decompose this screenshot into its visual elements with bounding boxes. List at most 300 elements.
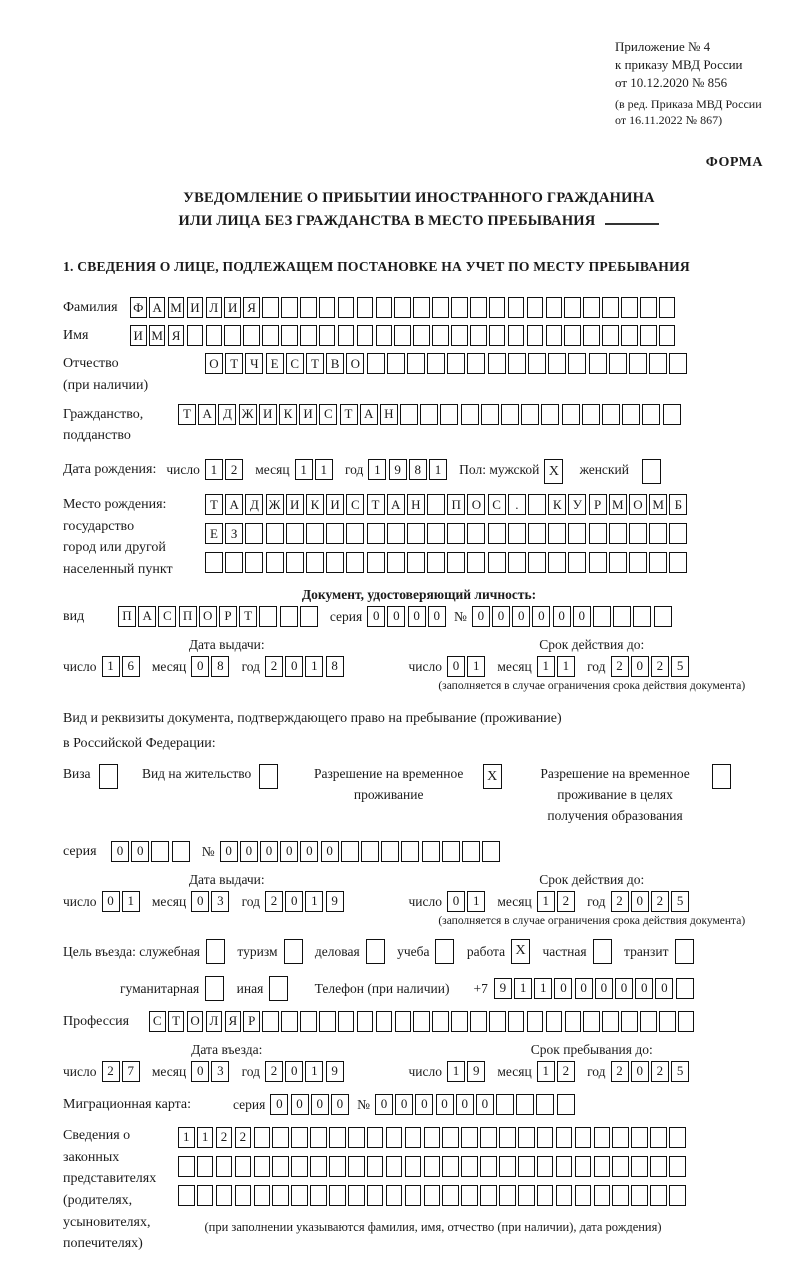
char-cell[interactable] — [266, 552, 284, 573]
char-cell[interactable] — [376, 1011, 393, 1032]
char-cell[interactable]: 2 — [651, 656, 669, 677]
char-cell[interactable]: 2 — [557, 891, 575, 912]
char-cell[interactable] — [281, 297, 298, 318]
char-cell[interactable]: П — [179, 606, 197, 627]
char-cell[interactable] — [329, 1156, 346, 1177]
char-cell[interactable] — [432, 297, 449, 318]
char-cell[interactable] — [310, 1156, 327, 1177]
char-cell[interactable]: Ф — [130, 297, 147, 318]
char-cell[interactable] — [367, 1127, 384, 1148]
char-cell[interactable]: 9 — [326, 1061, 344, 1082]
char-cell[interactable]: Ч — [245, 353, 263, 374]
char-cell[interactable]: 0 — [415, 1094, 433, 1115]
char-cell[interactable]: З — [225, 523, 243, 544]
char-cell[interactable] — [376, 297, 393, 318]
char-cell[interactable]: К — [306, 494, 324, 515]
char-cell[interactable] — [424, 1156, 441, 1177]
char-cell[interactable] — [447, 353, 465, 374]
char-cell[interactable] — [235, 1185, 252, 1206]
char-cell[interactable]: А — [138, 606, 156, 627]
char-cell[interactable] — [300, 606, 318, 627]
char-cell[interactable] — [593, 606, 611, 627]
char-cell[interactable] — [650, 1185, 667, 1206]
char-cell[interactable]: Т — [340, 404, 358, 425]
char-cell[interactable]: 2 — [651, 1061, 669, 1082]
char-cell[interactable] — [346, 552, 364, 573]
char-cell[interactable]: 2 — [265, 656, 283, 677]
char-cell[interactable]: 0 — [428, 606, 446, 627]
char-cell[interactable]: 1 — [447, 1061, 465, 1082]
char-cell[interactable]: 1 — [534, 978, 552, 999]
char-cell[interactable] — [306, 523, 324, 544]
char-cell[interactable]: 0 — [191, 1061, 209, 1082]
char-cell[interactable] — [499, 1127, 516, 1148]
char-cell[interactable]: 0 — [575, 978, 593, 999]
char-cell[interactable]: С — [149, 1011, 166, 1032]
char-cell[interactable] — [442, 841, 460, 862]
char-cell[interactable]: И — [286, 494, 304, 515]
char-cell[interactable]: 0 — [331, 1094, 349, 1115]
char-cell[interactable] — [548, 552, 566, 573]
char-cell[interactable]: 7 — [122, 1061, 140, 1082]
char-cell[interactable] — [272, 1185, 289, 1206]
char-cell[interactable]: 0 — [285, 891, 303, 912]
char-cell[interactable]: 0 — [631, 891, 649, 912]
char-cell[interactable]: 1 — [315, 459, 333, 480]
char-cell[interactable] — [462, 841, 480, 862]
char-cell[interactable] — [508, 552, 526, 573]
char-cell[interactable] — [629, 523, 647, 544]
char-cell[interactable] — [640, 297, 657, 318]
char-cell[interactable]: П — [118, 606, 136, 627]
char-cell[interactable] — [442, 1156, 459, 1177]
char-cell[interactable] — [286, 552, 304, 573]
char-cell[interactable] — [518, 1185, 535, 1206]
char-cell[interactable]: 1 — [537, 656, 555, 677]
char-cell[interactable] — [442, 1127, 459, 1148]
char-cell[interactable] — [197, 1156, 214, 1177]
char-cell[interactable] — [291, 1185, 308, 1206]
char-cell[interactable]: 2 — [611, 891, 629, 912]
char-cell[interactable] — [575, 1156, 592, 1177]
char-cell[interactable] — [451, 325, 468, 346]
char-cell[interactable]: Т — [306, 353, 324, 374]
char-cell[interactable] — [435, 939, 454, 964]
char-cell[interactable]: М — [649, 494, 667, 515]
char-cell[interactable] — [262, 297, 279, 318]
char-cell[interactable]: Т — [168, 1011, 185, 1032]
char-cell[interactable] — [451, 1011, 468, 1032]
char-cell[interactable] — [413, 325, 430, 346]
char-cell[interactable]: 0 — [285, 1061, 303, 1082]
char-cell[interactable] — [259, 606, 277, 627]
char-cell[interactable] — [427, 353, 445, 374]
char-cell[interactable]: 0 — [321, 841, 339, 862]
char-cell[interactable]: 3 — [211, 891, 229, 912]
char-cell[interactable]: 1 — [197, 1127, 214, 1148]
char-cell[interactable] — [205, 976, 224, 1001]
char-cell[interactable]: Л — [206, 297, 223, 318]
char-cell[interactable]: О — [199, 606, 217, 627]
char-cell[interactable]: М — [609, 494, 627, 515]
char-cell[interactable]: 1 — [467, 891, 485, 912]
char-cell[interactable] — [357, 297, 374, 318]
char-cell[interactable]: 1 — [305, 1061, 323, 1082]
char-cell[interactable] — [319, 1011, 336, 1032]
char-cell[interactable] — [649, 523, 667, 544]
char-cell[interactable] — [546, 325, 563, 346]
char-cell[interactable] — [235, 1156, 252, 1177]
char-cell[interactable] — [631, 1156, 648, 1177]
char-cell[interactable] — [508, 523, 526, 544]
char-cell[interactable] — [537, 1156, 554, 1177]
char-cell[interactable] — [243, 325, 260, 346]
char-cell[interactable]: 1 — [295, 459, 313, 480]
char-cell[interactable]: 1 — [305, 656, 323, 677]
char-cell[interactable]: 9 — [494, 978, 512, 999]
char-cell[interactable] — [488, 523, 506, 544]
char-cell[interactable] — [602, 404, 620, 425]
char-cell[interactable] — [496, 1094, 514, 1115]
char-cell[interactable]: 0 — [291, 1094, 309, 1115]
char-cell[interactable]: 0 — [311, 1094, 329, 1115]
char-cell[interactable] — [546, 1011, 563, 1032]
char-cell[interactable]: 0 — [615, 978, 633, 999]
char-cell[interactable] — [422, 841, 440, 862]
char-cell[interactable] — [528, 353, 546, 374]
char-cell[interactable] — [326, 523, 344, 544]
char-cell[interactable]: Р — [589, 494, 607, 515]
char-cell[interactable] — [467, 523, 485, 544]
char-cell[interactable]: О — [205, 353, 223, 374]
char-cell[interactable] — [508, 325, 525, 346]
char-cell[interactable] — [516, 1094, 534, 1115]
char-cell[interactable]: Т — [178, 404, 196, 425]
char-cell[interactable]: С — [488, 494, 506, 515]
char-cell[interactable]: 0 — [635, 978, 653, 999]
char-cell[interactable] — [548, 523, 566, 544]
char-cell[interactable]: И — [326, 494, 344, 515]
char-cell[interactable] — [447, 523, 465, 544]
char-cell[interactable] — [612, 1156, 629, 1177]
char-cell[interactable] — [348, 1185, 365, 1206]
char-cell[interactable]: 0 — [476, 1094, 494, 1115]
char-cell[interactable]: Н — [407, 494, 425, 515]
char-cell[interactable] — [269, 976, 288, 1001]
char-cell[interactable] — [642, 459, 661, 484]
char-cell[interactable]: И — [299, 404, 317, 425]
char-cell[interactable] — [341, 841, 359, 862]
char-cell[interactable]: Я — [243, 297, 260, 318]
char-cell[interactable] — [326, 552, 344, 573]
char-cell[interactable] — [548, 353, 566, 374]
char-cell[interactable]: 0 — [447, 656, 465, 677]
char-cell[interactable] — [338, 325, 355, 346]
char-cell[interactable]: 5 — [671, 891, 689, 912]
char-cell[interactable] — [621, 297, 638, 318]
char-cell[interactable]: Я — [225, 1011, 242, 1032]
char-cell[interactable] — [206, 939, 225, 964]
char-cell[interactable] — [602, 297, 619, 318]
char-cell[interactable] — [508, 1011, 525, 1032]
char-cell[interactable] — [594, 1156, 611, 1177]
char-cell[interactable] — [319, 325, 336, 346]
char-cell[interactable]: 2 — [651, 891, 669, 912]
char-cell[interactable] — [537, 1127, 554, 1148]
char-cell[interactable] — [413, 1011, 430, 1032]
char-cell[interactable] — [537, 1185, 554, 1206]
char-cell[interactable]: 1 — [205, 459, 223, 480]
char-cell[interactable] — [440, 404, 458, 425]
char-cell[interactable] — [427, 494, 445, 515]
char-cell[interactable] — [480, 1127, 497, 1148]
char-cell[interactable]: 2 — [225, 459, 243, 480]
char-cell[interactable] — [319, 297, 336, 318]
char-cell[interactable] — [508, 353, 526, 374]
char-cell[interactable] — [609, 523, 627, 544]
char-cell[interactable] — [556, 1156, 573, 1177]
char-cell[interactable] — [394, 297, 411, 318]
char-cell[interactable] — [272, 1156, 289, 1177]
char-cell[interactable] — [629, 552, 647, 573]
char-cell[interactable] — [589, 353, 607, 374]
char-cell[interactable] — [518, 1127, 535, 1148]
char-cell[interactable] — [178, 1185, 195, 1206]
char-cell[interactable] — [536, 1094, 554, 1115]
char-cell[interactable] — [245, 552, 263, 573]
char-cell[interactable]: 5 — [671, 1061, 689, 1082]
char-cell[interactable] — [172, 841, 190, 862]
char-cell[interactable] — [367, 552, 385, 573]
char-cell[interactable] — [669, 552, 687, 573]
char-cell[interactable]: Е — [205, 523, 223, 544]
char-cell[interactable]: Р — [219, 606, 237, 627]
char-cell[interactable] — [348, 1127, 365, 1148]
char-cell[interactable] — [387, 552, 405, 573]
char-cell[interactable]: Ж — [239, 404, 257, 425]
char-cell[interactable] — [386, 1185, 403, 1206]
char-cell[interactable]: Т — [367, 494, 385, 515]
char-cell[interactable]: Л — [206, 1011, 223, 1032]
char-cell[interactable] — [564, 325, 581, 346]
char-cell[interactable] — [447, 552, 465, 573]
char-cell[interactable] — [565, 1011, 582, 1032]
char-cell[interactable] — [650, 1156, 667, 1177]
char-cell[interactable]: Б — [669, 494, 687, 515]
char-cell[interactable]: М — [149, 325, 166, 346]
char-cell[interactable]: 0 — [102, 891, 120, 912]
char-cell[interactable] — [654, 606, 672, 627]
char-cell[interactable] — [245, 523, 263, 544]
char-cell[interactable] — [407, 353, 425, 374]
char-cell[interactable]: 0 — [240, 841, 258, 862]
char-cell[interactable]: А — [387, 494, 405, 515]
char-cell[interactable] — [300, 325, 317, 346]
char-cell[interactable] — [205, 552, 223, 573]
char-cell[interactable] — [622, 404, 640, 425]
char-cell[interactable] — [527, 1011, 544, 1032]
char-cell[interactable] — [467, 552, 485, 573]
char-cell[interactable] — [329, 1185, 346, 1206]
char-cell[interactable] — [489, 1011, 506, 1032]
char-cell[interactable] — [346, 523, 364, 544]
char-cell[interactable] — [407, 552, 425, 573]
char-cell[interactable] — [281, 325, 298, 346]
char-cell[interactable] — [405, 1156, 422, 1177]
char-cell[interactable]: О — [346, 353, 364, 374]
char-cell[interactable] — [481, 404, 499, 425]
char-cell[interactable] — [376, 325, 393, 346]
char-cell[interactable]: П — [447, 494, 465, 515]
char-cell[interactable]: 9 — [389, 459, 407, 480]
char-cell[interactable]: 0 — [111, 841, 129, 862]
char-cell[interactable] — [678, 1011, 695, 1032]
char-cell[interactable]: X — [483, 764, 502, 789]
char-cell[interactable] — [582, 404, 600, 425]
char-cell[interactable] — [300, 1011, 317, 1032]
char-cell[interactable]: 9 — [467, 1061, 485, 1082]
char-cell[interactable] — [381, 841, 399, 862]
char-cell[interactable] — [659, 297, 676, 318]
char-cell[interactable]: 1 — [368, 459, 386, 480]
char-cell[interactable]: Д — [218, 404, 236, 425]
char-cell[interactable]: 2 — [235, 1127, 252, 1148]
char-cell[interactable]: 0 — [631, 1061, 649, 1082]
char-cell[interactable] — [291, 1127, 308, 1148]
char-cell[interactable]: 0 — [472, 606, 490, 627]
char-cell[interactable]: 2 — [611, 656, 629, 677]
char-cell[interactable] — [583, 325, 600, 346]
char-cell[interactable] — [528, 552, 546, 573]
char-cell[interactable] — [470, 1011, 487, 1032]
char-cell[interactable]: 0 — [191, 891, 209, 912]
char-cell[interactable] — [206, 325, 223, 346]
char-cell[interactable]: 0 — [532, 606, 550, 627]
char-cell[interactable]: 8 — [326, 656, 344, 677]
char-cell[interactable] — [649, 552, 667, 573]
char-cell[interactable] — [413, 297, 430, 318]
char-cell[interactable]: У — [568, 494, 586, 515]
char-cell[interactable] — [482, 841, 500, 862]
char-cell[interactable] — [669, 1127, 686, 1148]
char-cell[interactable] — [583, 1011, 600, 1032]
char-cell[interactable] — [518, 1156, 535, 1177]
char-cell[interactable]: 0 — [220, 841, 238, 862]
char-cell[interactable] — [527, 325, 544, 346]
char-cell[interactable] — [348, 1156, 365, 1177]
char-cell[interactable]: 9 — [326, 891, 344, 912]
char-cell[interactable] — [216, 1185, 233, 1206]
char-cell[interactable]: С — [319, 404, 337, 425]
char-cell[interactable] — [395, 1011, 412, 1032]
char-cell[interactable]: 8 — [211, 656, 229, 677]
char-cell[interactable] — [631, 1185, 648, 1206]
char-cell[interactable]: И — [259, 404, 277, 425]
char-cell[interactable] — [386, 1156, 403, 1177]
char-cell[interactable] — [568, 353, 586, 374]
char-cell[interactable]: Т — [225, 353, 243, 374]
char-cell[interactable]: В — [326, 353, 344, 374]
char-cell[interactable] — [649, 353, 667, 374]
char-cell[interactable] — [556, 1127, 573, 1148]
char-cell[interactable]: А — [149, 297, 166, 318]
char-cell[interactable] — [528, 494, 546, 515]
char-cell[interactable]: 0 — [270, 1094, 288, 1115]
char-cell[interactable] — [357, 1011, 374, 1032]
char-cell[interactable]: 0 — [285, 656, 303, 677]
char-cell[interactable]: С — [158, 606, 176, 627]
char-cell[interactable] — [669, 1185, 686, 1206]
char-cell[interactable] — [631, 1127, 648, 1148]
char-cell[interactable] — [489, 297, 506, 318]
char-cell[interactable]: 0 — [573, 606, 591, 627]
char-cell[interactable] — [568, 552, 586, 573]
char-cell[interactable] — [254, 1185, 271, 1206]
char-cell[interactable] — [659, 325, 676, 346]
char-cell[interactable] — [669, 353, 687, 374]
char-cell[interactable] — [432, 325, 449, 346]
char-cell[interactable]: Т — [205, 494, 223, 515]
char-cell[interactable]: К — [279, 404, 297, 425]
char-cell[interactable]: 2 — [265, 891, 283, 912]
char-cell[interactable]: 0 — [554, 978, 572, 999]
char-cell[interactable] — [650, 1127, 667, 1148]
char-cell[interactable] — [541, 404, 559, 425]
char-cell[interactable] — [300, 297, 317, 318]
char-cell[interactable] — [424, 1185, 441, 1206]
char-cell[interactable] — [394, 325, 411, 346]
char-cell[interactable]: 1 — [102, 656, 120, 677]
char-cell[interactable] — [501, 404, 519, 425]
char-cell[interactable] — [633, 606, 651, 627]
char-cell[interactable] — [575, 1185, 592, 1206]
char-cell[interactable] — [593, 939, 612, 964]
char-cell[interactable] — [589, 523, 607, 544]
char-cell[interactable]: . — [508, 494, 526, 515]
char-cell[interactable] — [527, 297, 544, 318]
char-cell[interactable]: 8 — [409, 459, 427, 480]
char-cell[interactable] — [629, 353, 647, 374]
char-cell[interactable]: 5 — [671, 656, 689, 677]
char-cell[interactable]: 2 — [557, 1061, 575, 1082]
char-cell[interactable] — [467, 353, 485, 374]
char-cell[interactable]: Я — [168, 325, 185, 346]
char-cell[interactable] — [564, 297, 581, 318]
char-cell[interactable] — [442, 1185, 459, 1206]
char-cell[interactable]: 0 — [436, 1094, 454, 1115]
char-cell[interactable]: 0 — [456, 1094, 474, 1115]
char-cell[interactable]: 0 — [131, 841, 149, 862]
char-cell[interactable]: О — [629, 494, 647, 515]
char-cell[interactable] — [216, 1156, 233, 1177]
char-cell[interactable] — [306, 552, 324, 573]
char-cell[interactable]: 0 — [408, 606, 426, 627]
char-cell[interactable] — [259, 764, 278, 789]
char-cell[interactable] — [480, 1185, 497, 1206]
char-cell[interactable] — [663, 404, 681, 425]
char-cell[interactable]: 6 — [122, 656, 140, 677]
char-cell[interactable]: Н — [380, 404, 398, 425]
char-cell[interactable]: X — [511, 939, 530, 964]
char-cell[interactable] — [461, 1185, 478, 1206]
char-cell[interactable] — [602, 325, 619, 346]
char-cell[interactable]: 0 — [280, 841, 298, 862]
char-cell[interactable] — [609, 552, 627, 573]
char-cell[interactable] — [338, 297, 355, 318]
char-cell[interactable] — [284, 939, 303, 964]
char-cell[interactable]: Р — [243, 1011, 260, 1032]
char-cell[interactable] — [254, 1127, 271, 1148]
